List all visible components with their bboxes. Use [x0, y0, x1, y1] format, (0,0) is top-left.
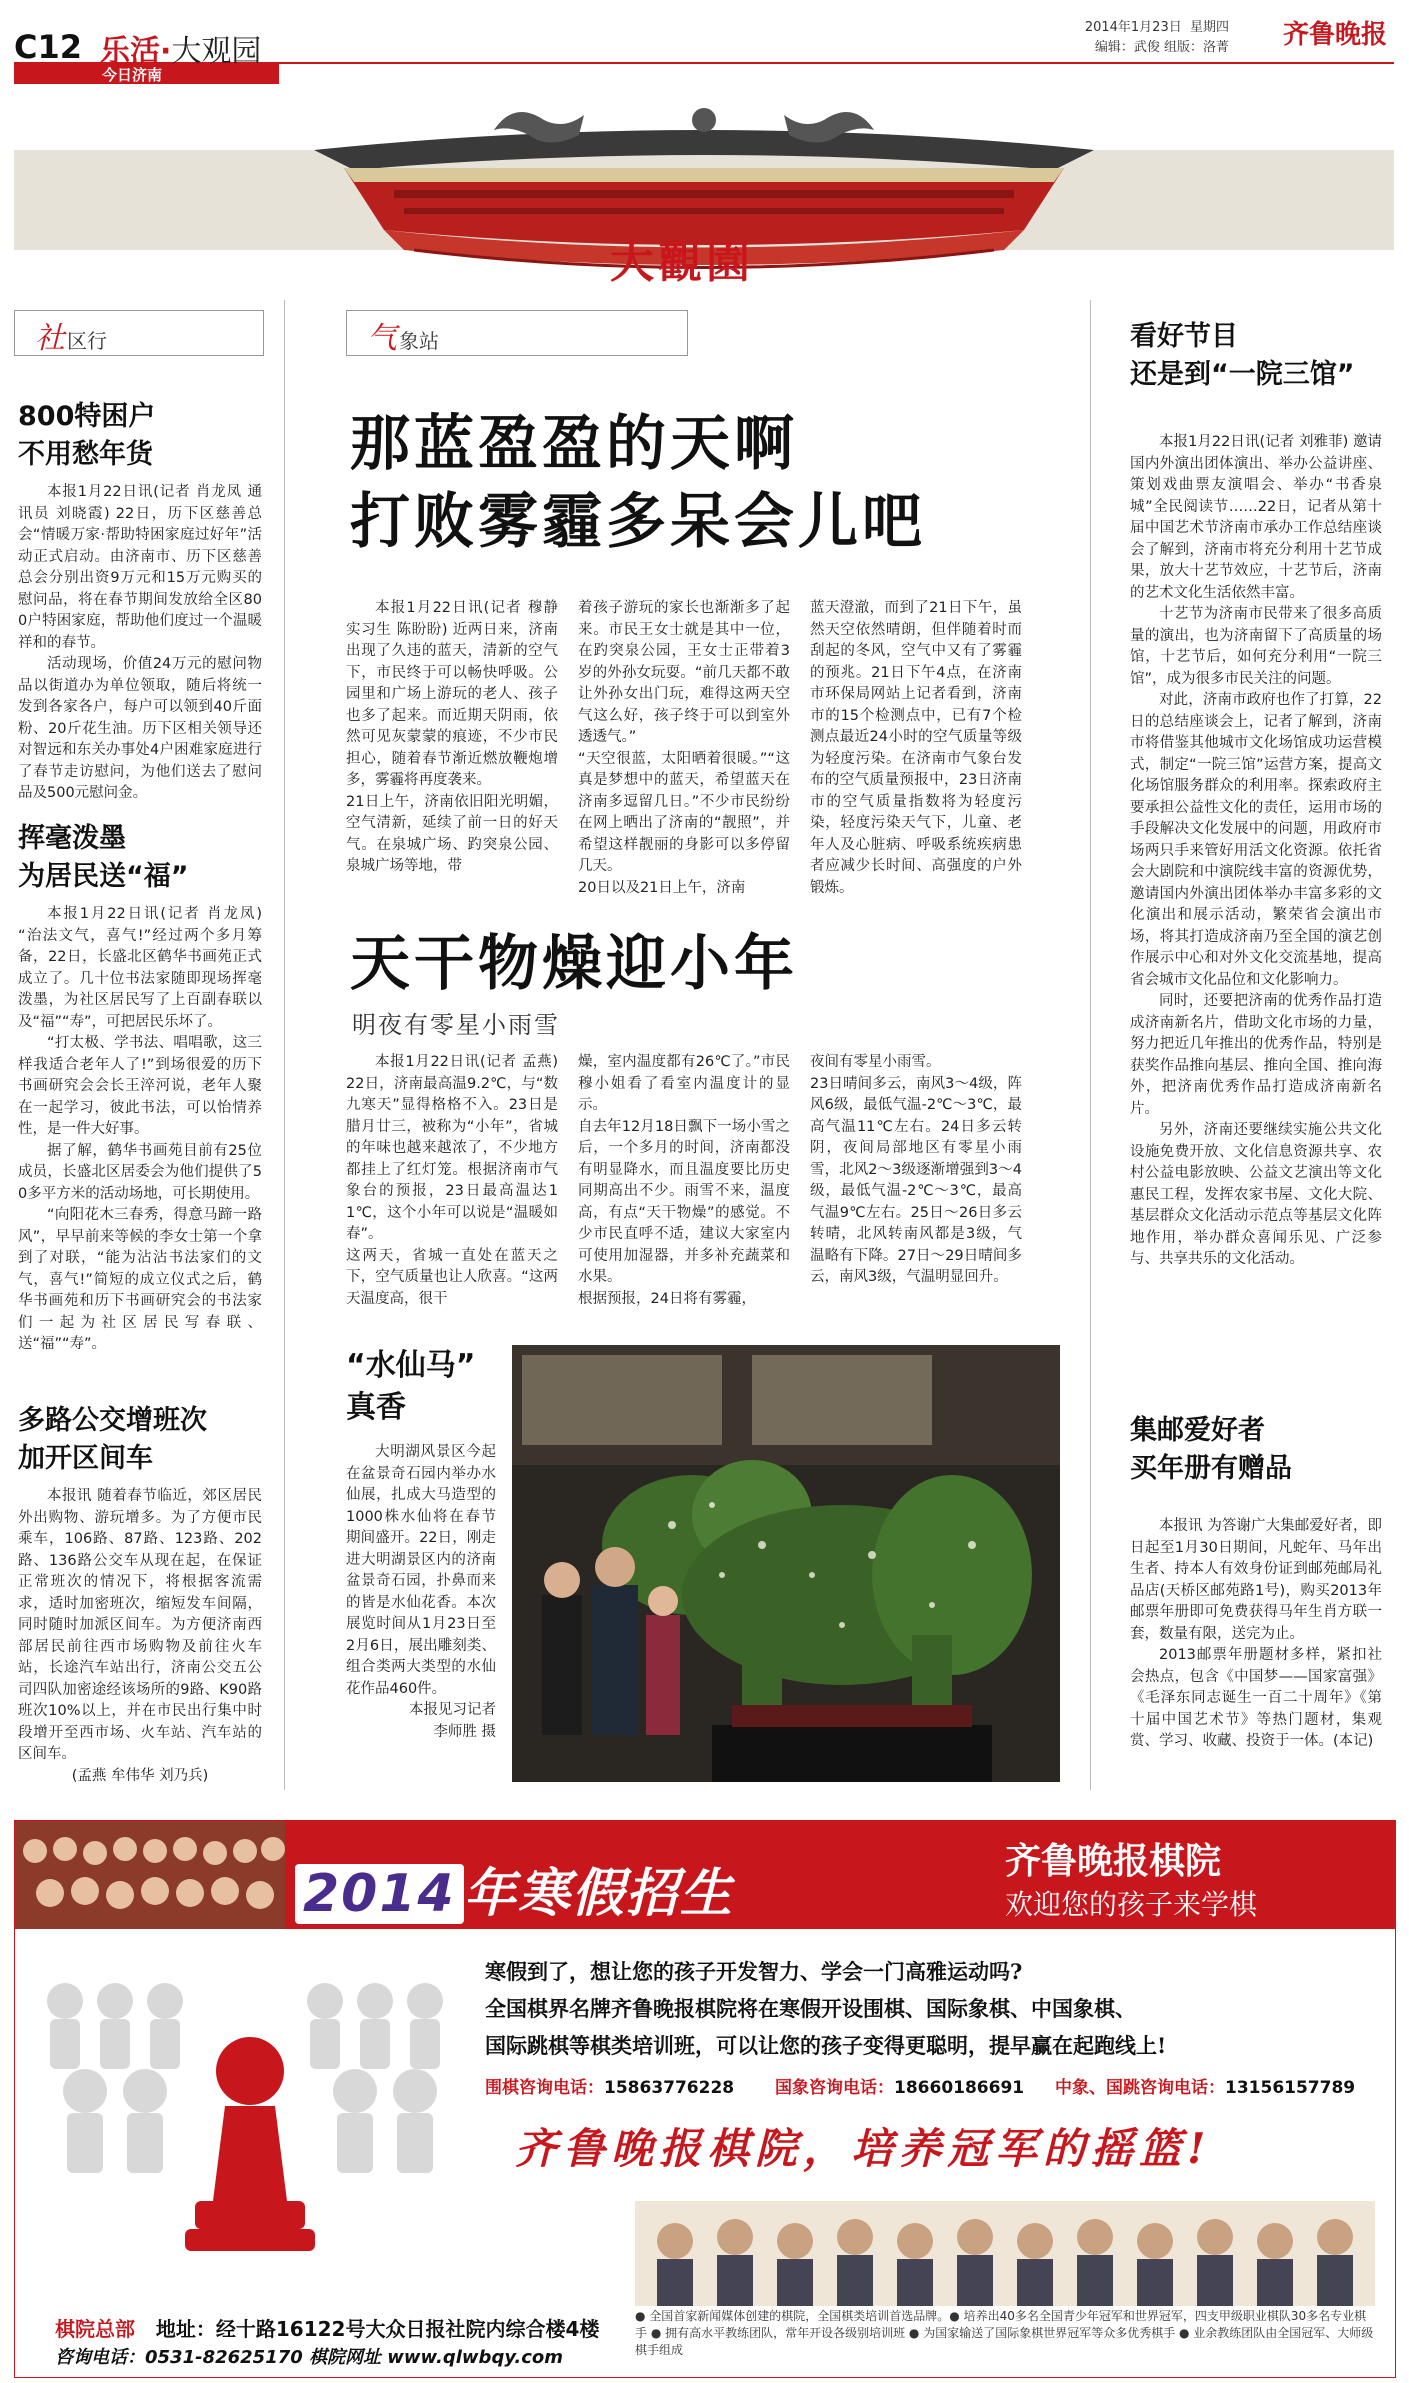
- headline-stamp-collectors: 集邮爱好者 买年册有赠品: [1130, 1415, 1292, 1484]
- article-stamp-collectors: 本报讯 为答谢广大集邮爱好者，即日起至1月30日期间，凡蛇年、马年出生者、持本人有效身份证到邮苑邮局礼品店(天桥区邮苑路1号)，购买2013年邮票年册即可免费获得马年生肖方联一套，数量有限，送完为止。 2013邮票年册题材多样，紧扣社会热点，包含《中国梦——国家富强》《毛泽东同志诞生一百二十周年》《第十届中国艺术节》等热门题材，集观赏、学习、收藏、投资于一体。(本记): [1130, 1518, 1382, 1749]
- column-divider-left: [284, 300, 285, 1790]
- column-tag-weather: [346, 310, 688, 356]
- article-dry-weather-col1: 本报1月22日讯(记者 孟燕) 22日，济南最高温9.2℃，与“数九寒天”显得格格不入。23日是腊月廿三，被称为“小年”，省城的年味也越来越浓了，不少地方都挂上了红灯笼。根据济南市气象台的预报，23日最高温达11℃，这个小年可以说是“温暖如春”。 这两天，省城一直处在蓝天之下，空气质量也让人欣喜。“这两天温度高，很干: [346, 1054, 558, 1307]
- banner-roof-illustration: [14, 90, 1394, 330]
- headline-bus: 多路公交增班次 加开区间车: [18, 1405, 207, 1474]
- section-name: 乐活: [100, 34, 160, 69]
- ad-brand: 齐鲁晚报棋院: [1005, 1840, 1222, 1882]
- headline-blue-sky: 那蓝盈盈的天啊 打败雾霾多呆会儿吧: [350, 409, 926, 557]
- section-title: [100, 26, 261, 70]
- subheadline-dry-weather: 明夜有零星小雨雪: [352, 1011, 560, 1039]
- tag-big-char: 气: [367, 321, 397, 356]
- chess-school-ad: [14, 1820, 1396, 2378]
- column-divider-right: [1090, 300, 1091, 1790]
- tag-small-text: 区行: [67, 329, 107, 353]
- edition-label: 今日济南: [102, 66, 163, 84]
- headline-calligraphy: 挥毫泼墨 为居民送“福”: [18, 823, 189, 892]
- article-bus: 本报讯 随着春节临近，郊区居民外出购物、游玩增多。为了方便市民乘车，106路、87路、123路、202路、136路公交车从现在起，在保证正常班次的情况下，将根据客流需求，适时加密班次，缩短发车间隔，同时随时加派区间车。为方便济南西部居民前往西市场购物及前往火车站，长途汽车站出行，济南公交五公司四队加密途经该场所的9路、K90路班次10%以上，并在市民出行集中时段增开至西市场、火车站、汽车站的区间车。 (孟燕 牟伟华 刘乃兵): [18, 1486, 262, 1787]
- header-date: 2014年1月23日: [1084, 20, 1182, 35]
- ad-hq-label: 棋院总部: [55, 2317, 135, 2341]
- section-separator: ·: [160, 34, 172, 69]
- headline-dry-weather: 天干物燥迎小年: [350, 929, 798, 999]
- ad-line-1: 寒假到了，想让您的孩子开发智力、学会一门高雅运动吗?: [485, 1959, 1023, 1984]
- article-art-venues: 本报1月22日讯(记者 刘雅菲) 邀请国内外演出团体演出、举办公益讲座、策划戏曲票友演唱会、举办“书香泉城”全民阅读节……22日，记者从第十届中国艺术节济南市承办工作总结座谈会了解到，济南市将充分利用十艺节成果，放大十艺节效应，十艺节后，济南的艺术文化生活依然丰富。 十艺节为济南市民带来了很多高质量的演出，也为济南留下了高质量的场馆，十艺节后，如何充分利用“一院三馆”，成为很多市民关注的问题。 对此，济南市政府也作了打算，22日的总结座谈会上，记者了解到，济南市将借鉴其他城市文化场馆成功运营模式，制定“一院三馆”运营方案，提高文化场馆服务群众的利用率。探索政府主要承担公益性文化的责任，运用市场的手段解决文化发展中的问题，用政府市场两只手来管好用活文化资源。依托省会大剧院和中演院线丰富的资源优势，邀请国内外演出团体举办丰富多彩的文化演出和展示活动，繁荣省会演出市场，将其打造成济南乃至全国的演艺创作展示中心和对外文化交流基地，提高省会城市文化品位和文化影响力。 同时，还要把济南的优秀作品打造成济南新名片，借助文化市场的力量，努力把近几年推出的优秀作品，特别是获奖作品推向基层、推向全国、推向海外，把济南优秀作品打造成济南新名片。 另外，济南还要继续实施公共文化设施免费开放、文化信息资源共享、农村公益电影放映、公益文艺演出等文化惠民工程，发挥农家书屋、文化大院、基层群众文化活动示范点等基层文化阵地作用，举办群众喜闻乐见、广泛参与、共享共乐的文化活动。: [1130, 434, 1382, 1267]
- ad-slogan: 欢迎您的孩子来学棋: [1005, 1888, 1258, 1921]
- byline-bus: (孟燕 牟伟华 刘乃兵): [71, 1767, 209, 1784]
- ad-title: [295, 1851, 734, 1926]
- ad-phone-go: 围棋咨询电话：15863776228: [485, 2078, 735, 2098]
- ad-children-photo: [15, 1821, 285, 1929]
- ad-phone-chess: 国象咨询电话：18660186691: [775, 2078, 1025, 2098]
- narcissus-horse-photo: [512, 1345, 1060, 1782]
- ad-line-2: 全国棋界名牌齐鲁晚报棋院将在寒假开设围棋、国际象棋、中国象棋、: [485, 1996, 1136, 2021]
- ad-address: 地址：经十路16122号大众日报社院内综合楼4楼: [155, 2317, 600, 2341]
- article-dry-weather-col3: 夜间有零星小雨雪。 23日晴间多云，南风3～4级，阵风6级，最低气温-2℃～3℃，最高气温11℃左右。24日多云转阴，夜间局部地区有零星小雨雪，北风2～3级逐渐增强到3～4级，最低气温-2℃～3℃，最高气温9℃左右。25日～26日多云转晴，北风转南风都是3级，气温略有下降。27日～29日晴间多云，南风3级，气温明显回升。: [810, 1054, 1022, 1285]
- ad-phone-xiangqi: 中象、国跳咨询电话：13156157789: [1055, 2078, 1356, 2098]
- article-blue-sky-col3: 蓝天澄澈，而到了21日下午，虽然天空依然晴朗，但伴随着时而刮起的冬风，空气中又有了雾霾的预兆。21日下午4点，在济南市环保局网站上记者看到，济南市的15个检测点中，已有7个检测点最近24小时的空气质量等级为轻度污染。在济南市气象台发布的空气质量预报中，23日济南市的空气质量指数将为轻度污染，轻度污染天气下，儿童、老年人及心脏病、呼吸系统疾病患者应减少长时间、高强度的户外锻炼。: [810, 600, 1022, 896]
- ad-motto: 齐鲁晚报棋院，培养冠军的摇篮!: [515, 2124, 1212, 2173]
- headline-art-venues: 看好节目 还是到“一院三馆”: [1130, 321, 1355, 390]
- header-meta: [1085, 18, 1229, 58]
- photo-credit-2: 李师胜 摄: [433, 1723, 496, 1740]
- headline-narcissus-horse: “水仙马” 真香: [346, 1348, 476, 1425]
- article-narcissus-horse: 大明湖风景区今起在盆景奇石园内举办水仙展，扎成大马造型的1000株水仙将在春节期间盛开。22日，刚走进大明湖景区内的济南盆景奇石园，扑鼻而来的皆是水仙花香。本次展览时间从1月23日至2月6日，展出雕刻类、组合类两大类型的水仙花作品460件。 本报见习记者 李师胜 摄: [346, 1442, 496, 1743]
- section-subname: 大观园: [171, 34, 262, 69]
- article-dry-weather-col2: 燥，室内温度都有26℃了。”市民穆小姐看了看室内温度计的显示。 自去年12月18日飘下一场小雪之后，一个多月的时间，济南都没有明显降水，而且温度要比历史同期高出不少。雨雪不来，温度高，有点“天干物燥”的感觉。不少市民直呼不适，建议大家室内可使用加湿器，并多补充蔬菜和水果。 根据预报，24日将有雾霾，: [578, 1054, 790, 1307]
- article-calligraphy: 本报1月22日讯(记者 肖龙凤) “治法文气，喜气!”经过两个多月筹备，22日，长盛北区鹤华书画苑正式成立了。几十位书法家随即现场挥毫泼墨，为社区居民写了上百副春联以及“福”“寿”，可把居民乐坏了。 “打太极、学书法、唱唱歌，这三样我适合老年人了!”到场很爱的历下书画研究会会长王淬河说，老年人聚在一起学习，彼此书法，可以怡情养性，是一件大好事。 据了解，鹤华书画苑目前有25位成员，长盛北区居委会为他们提供了50多平方米的活动场地，可长期使用。 “向阳花木三春秀，得意马蹄一路风”，早早前来等候的李女士第一个拿到了对联，“能为沾沾书法家们的文气，喜气!”简短的成立仪式之后，鹤华书画苑和历下书画研究会的书法家们一起为社区居民写春联、送“福”“寿”。: [18, 906, 262, 1352]
- headline-800-households: 800特困户 不用愁年货: [18, 401, 156, 470]
- photo-credit-1: 本报见习记者: [409, 1702, 496, 1718]
- column-tag-community: [14, 310, 264, 356]
- ad-footnote: ● 全国首家新闻媒体创建的棋院，全国棋类培训首选品牌。● 培养出40多名全国青少年冠军和世界冠军，四支甲级职业棋队30多名专业棋手 ● 拥有高水平教练团队，常年开设各级别培训班 ● 为国家输送了国际象棋世界冠军等众多优秀棋手 ● 业余教练团队由全国冠军、大师级棋手组成: [635, 2309, 1374, 2357]
- article-blue-sky-col2: 着孩子游玩的家长也渐渐多了起来。市民王女士就是其中一位，在趵突泉公园，王女士正带着3岁的外孙女玩耍。“前几天都不敢让外孙女出门玩，难得这两天空气这么好，孩子终于可以到室外透透气。” “天空很蓝，太阳晒着很暖。”“这真是梦想中的蓝天，希望蓝天在济南多逗留几日。”不少市民纷纷在网上晒出了济南的“靓照”，并希望这样靓丽的身影可以多停留几天。 20日以及21日上午，济南: [578, 600, 790, 896]
- banner-title: 大觀園: [610, 237, 754, 288]
- brand-logo: 齐鲁晚报: [1282, 20, 1387, 50]
- article-800-households: 本报1月22日讯(记者 肖龙凤 通讯员 刘晓霞) 22日，历下区慈善总会“情暖万家·帮助特困家庭过好年”活动正式启动。由济南市、历下区慈善总会分别出资9万元和15万元购买的慰问品，将在春节期间发放给全区800户特困家庭，帮助他们度过一个温暖祥和的春节。 活动现场，价值24万元的慰问物品以街道办为单位领取，随后将统一发到各家各户，每户可以领到40斤面粉、20斤花生油。历下区相关领导还对智远和东关办事处4户困难家庭进行了春节走访慰问，为他们送去了慰问品及500元慰问金。: [18, 484, 262, 801]
- ad-contact: 咨询电话：0531-82625170 棋院网址 www.qlwbqy.com: [55, 2347, 564, 2368]
- ad-champions-photo: [635, 2201, 1375, 2306]
- header-editors: 编辑：武俊 组版：洛菁: [1094, 40, 1229, 55]
- ad-year: 2014: [295, 1864, 464, 1924]
- ad-headquarters: [55, 2313, 599, 2342]
- tag-small-text: 象站: [399, 329, 439, 353]
- ad-title-text: 年寒假招生: [463, 1864, 734, 1924]
- header-weekday: 星期四: [1189, 20, 1229, 35]
- chess-pawns-illustration: [25, 1941, 475, 2301]
- article-blue-sky-col1: 本报1月22日讯(记者 穆静 实习生 陈盼盼) 近两日来，济南出现了久违的蓝天，清新的空气下，市民终于可以畅快呼吸。公园里和广场上游玩的老人、孩子也多了起来。而近期天阴雨，依然可见灰蒙蒙的痕迹，不少市民担心，随着春节渐近燃放鞭炮增多，雾霾将再度袭来。 21日上午，济南依旧阳光明媚，空气清新，延续了前一日的好天气。在泉城广场、趵突泉公园、泉城广场等地，带: [346, 600, 558, 874]
- ad-line-3: 国际跳棋等棋类培训班，可以让您的孩子变得更聪明，提早赢在起跑线上!: [485, 2033, 1167, 2058]
- tag-big-char: 社: [35, 321, 65, 356]
- page-number: C12: [14, 28, 83, 66]
